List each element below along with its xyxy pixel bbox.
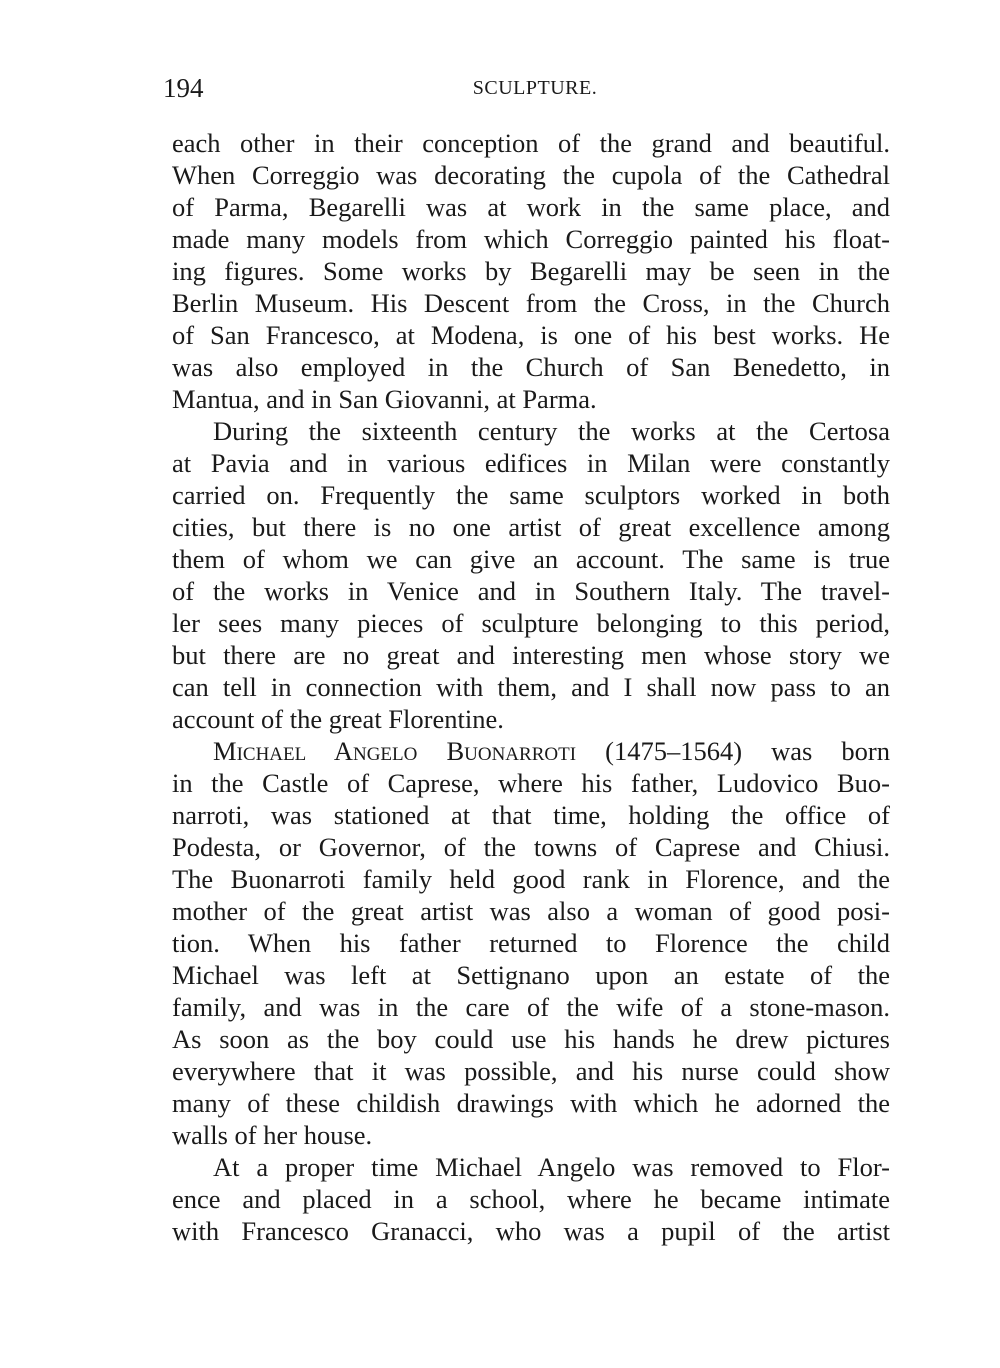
text-line: but there are no great and interesting men whose story we — [172, 640, 890, 670]
text-line: made many models from which Correggio painted his float- — [172, 224, 890, 254]
text-line: ler sees many pieces of sculpture belonging to this period, — [172, 608, 890, 638]
text-line: walls of her house. — [172, 1120, 373, 1150]
text-line: everywhere that it was possible, and his nurse could show — [172, 1056, 890, 1086]
text-line: in the Castle of Caprese, where his father, Ludovico Buo- — [172, 768, 890, 798]
running-head: SCULPTURE. — [472, 77, 598, 99]
page-body — [172, 127, 890, 1247]
text-line: can tell in connection with them, and I shall now pass to an — [172, 672, 890, 702]
text-line: Mantua, and in San Giovanni, at Parma. — [172, 384, 597, 414]
text-line: account of the great Florentine. — [172, 704, 504, 734]
paragraph — [172, 415, 890, 735]
text-line: During the sixteenth century the works at the Certosa — [213, 416, 890, 446]
text-line: each other in their conception of the grand and beautiful. — [172, 128, 890, 158]
text-line: mother of the great artist was also a woman of good posi- — [172, 896, 890, 926]
text-line: The Buonarroti family held good rank in Florence, and the — [172, 864, 890, 894]
text-line: ence and placed in a school, where he became intimate — [172, 1184, 890, 1214]
text-line: family, and was in the care of the wife of a stone-mason. — [172, 992, 890, 1022]
name-smallcaps: Michael Angelo Buonarroti — [213, 736, 577, 766]
text-line: carried on. Frequently the same sculptors worked in both — [172, 480, 890, 510]
text-line: Michael was left at Settignano upon an estate of the — [172, 960, 890, 990]
paragraph — [172, 127, 890, 415]
page-number: 194 — [163, 73, 204, 103]
text-line: As soon as the boy could use his hands he drew pictures — [172, 1024, 890, 1054]
text-line: At a proper time Michael Angelo was removed to Flor- — [213, 1152, 890, 1182]
text-line: of San Francesco, at Modena, is one of his best works. He — [172, 320, 890, 350]
text-line — [172, 735, 890, 767]
paragraph — [172, 735, 890, 1151]
text-line: them of whom we can give an account. The same is true — [172, 544, 890, 574]
text-line: cities, but there is no one artist of great excellence among — [172, 512, 890, 542]
text-line: tion. When his father returned to Florence the child — [172, 928, 890, 958]
text-line: of Parma, Begarelli was at work in the same place, and — [172, 192, 890, 222]
text-line: at Pavia and in various edifices in Milan were constantly — [172, 448, 890, 478]
text-line: with Francesco Granacci, who was a pupil of the artist — [172, 1216, 890, 1246]
text-line: Berlin Museum. His Descent from the Cross, in the Church — [172, 288, 890, 318]
paragraph — [172, 1151, 890, 1247]
text-line: When Correggio was decorating the cupola of the Cathedral — [172, 160, 890, 190]
text-line: many of these childish drawings with which he adorned the — [172, 1088, 890, 1118]
text-line: of the works in Venice and in Southern Italy. The travel- — [172, 576, 890, 606]
text-line: Podesta, or Governor, of the towns of Caprese and Chiusi. — [172, 832, 890, 862]
text-line: was also employed in the Church of San Benedetto, in — [172, 352, 890, 382]
text-line-rest: (1475–1564) was born — [576, 736, 891, 766]
text-line: narroti, was stationed at that time, holding the office of — [172, 800, 890, 830]
text-line: ing figures. Some works by Begarelli may be seen in the — [172, 256, 890, 286]
